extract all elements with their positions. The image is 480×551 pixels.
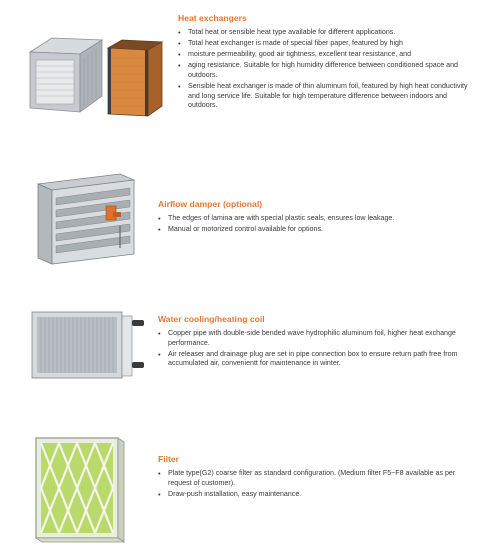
coil-icon bbox=[32, 312, 144, 378]
list-item: • moisture permeability, good air tightness, excellent tear resistance, and bbox=[178, 50, 468, 60]
heat-exchangers-section bbox=[0, 0, 480, 150]
bullet-list bbox=[158, 469, 458, 499]
heat-exchangers-image bbox=[22, 30, 167, 120]
bullet-list bbox=[178, 28, 468, 111]
list-item: • Sensible heat exchanger is made of thin aluminum foil, featured by high heat conductivity and long service life. Suitable for high temperature difference between indoors and outdoors. bbox=[178, 82, 468, 111]
aluminum-heat-exchanger-icon bbox=[30, 38, 102, 112]
water-coil-image bbox=[28, 306, 148, 386]
list-item: • Total heat or sensible heat type available for different applications. bbox=[178, 28, 468, 38]
filter-icon bbox=[36, 438, 124, 542]
filter-section bbox=[0, 430, 480, 550]
list-item: • aging resistance. Suitable for high humidity difference between conditioned space and outdoors. bbox=[178, 61, 468, 80]
list-item: • Plate type(G2) coarse filter as standard configuration. (Medium filter F5~F8 available as per request of customer). bbox=[158, 469, 458, 488]
section-title: Heat exchangers bbox=[178, 13, 247, 23]
list-item: • Draw-push installation, easy maintenance. bbox=[158, 490, 458, 500]
bullet-list bbox=[158, 329, 458, 369]
list-item: • Copper pipe with double-side bended wave hydrophilic aluminum foil, higher heat exchange performance. bbox=[158, 329, 458, 348]
paper-core-heat-exchanger-icon bbox=[108, 40, 162, 116]
section-title: Water cooling/heating coil bbox=[158, 314, 265, 324]
section-title: Airflow damper (optional) bbox=[158, 199, 263, 209]
airflow-damper-section bbox=[0, 160, 480, 280]
bullet-list bbox=[158, 214, 458, 235]
list-item: • Total heat exchanger is made of special fiber paper, featured by high bbox=[178, 39, 468, 49]
list-item: • Manual or motorized control available for options. bbox=[158, 225, 458, 235]
damper-icon bbox=[38, 174, 134, 264]
water-coil-text bbox=[158, 314, 458, 370]
airflow-damper-image bbox=[30, 168, 140, 268]
section-title: Filter bbox=[158, 454, 180, 464]
airflow-damper-text bbox=[158, 199, 458, 236]
filter-text bbox=[158, 454, 458, 501]
heat-exchangers-text bbox=[178, 13, 468, 112]
water-coil-section bbox=[0, 300, 480, 400]
list-item: • Air releaser and drainage plug are set in pipe connection box to ensure return path free from accumulated air, convenientt for maintenance in winter. bbox=[158, 350, 458, 369]
filter-image bbox=[32, 434, 132, 546]
list-item: • The edges of lamina are with special plastic seals, ensures low leakage. bbox=[158, 214, 458, 224]
